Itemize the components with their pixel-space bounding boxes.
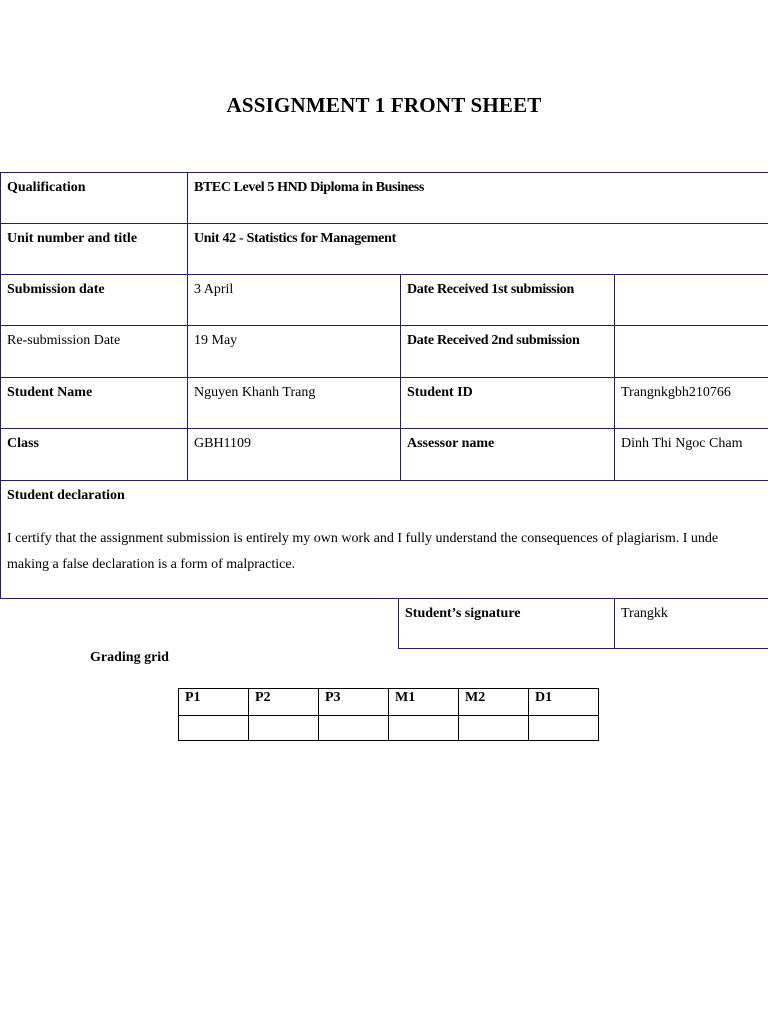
grading-grid-table xyxy=(178,688,599,741)
grading-value-row xyxy=(179,716,599,741)
document-title: ASSIGNMENT 1 FRONT SHEET xyxy=(226,93,542,117)
unit-label: Unit number and title xyxy=(7,231,138,246)
unit-value: Unit 42 - Statistics for Management xyxy=(194,231,396,246)
signature-value: Trangkk xyxy=(621,606,668,621)
grading-header-row xyxy=(179,689,599,716)
grade-cell-p3 xyxy=(319,716,389,741)
date-received-1st-value xyxy=(614,274,768,282)
assessor-name-value: Dinh Thi Ngoc Cham xyxy=(621,436,743,451)
grade-header-m2: M2 xyxy=(459,689,529,716)
grade-cell-m1 xyxy=(389,716,459,741)
grade-cell-m2 xyxy=(459,716,529,741)
grade-header-p2: P2 xyxy=(249,689,319,716)
resubmission-date-value: 19 May xyxy=(194,333,238,348)
submission-date-value: 3 April xyxy=(194,282,234,297)
date-received-2nd-value xyxy=(614,325,768,333)
signature-label: Student’s signature xyxy=(405,606,521,621)
date-received-2nd-label: Date Received 2nd submission xyxy=(407,333,580,348)
grade-header-m1: M1 xyxy=(389,689,459,716)
student-id-value: Trangnkgbh210766 xyxy=(621,385,731,400)
class-value: GBH1109 xyxy=(194,436,252,451)
grade-header-d1: D1 xyxy=(529,689,599,716)
submission-date-label: Submission date xyxy=(7,282,105,297)
grade-header-p3: P3 xyxy=(319,689,389,716)
declaration-line-1: I certify that the assignment submission is entirely my own work and I fully understand the consequences of plagiarism. I unde xyxy=(7,531,719,546)
qualification-value: BTEC Level 5 HND Diploma in Business xyxy=(194,180,424,195)
declaration-line-2: making a false declaration is a form of malpractice. xyxy=(7,557,296,572)
grade-header-p1: P1 xyxy=(179,689,249,716)
declaration-text xyxy=(7,526,718,578)
qualification-label: Qualification xyxy=(7,180,86,195)
student-name-label: Student Name xyxy=(7,385,93,400)
student-id-label: Student ID xyxy=(407,385,473,400)
grade-cell-p2 xyxy=(249,716,319,741)
resubmission-date-label: Re-submission Date xyxy=(7,333,121,348)
grade-cell-p1 xyxy=(179,716,249,741)
student-name-value: Nguyen Khanh Trang xyxy=(194,385,316,400)
declaration-heading: Student declaration xyxy=(7,488,125,503)
date-received-1st-label: Date Received 1st submission xyxy=(407,282,574,297)
class-label: Class xyxy=(7,436,39,451)
assessor-name-label: Assessor name xyxy=(407,436,495,451)
grade-cell-d1 xyxy=(529,716,599,741)
grading-grid-label: Grading grid xyxy=(90,650,169,665)
